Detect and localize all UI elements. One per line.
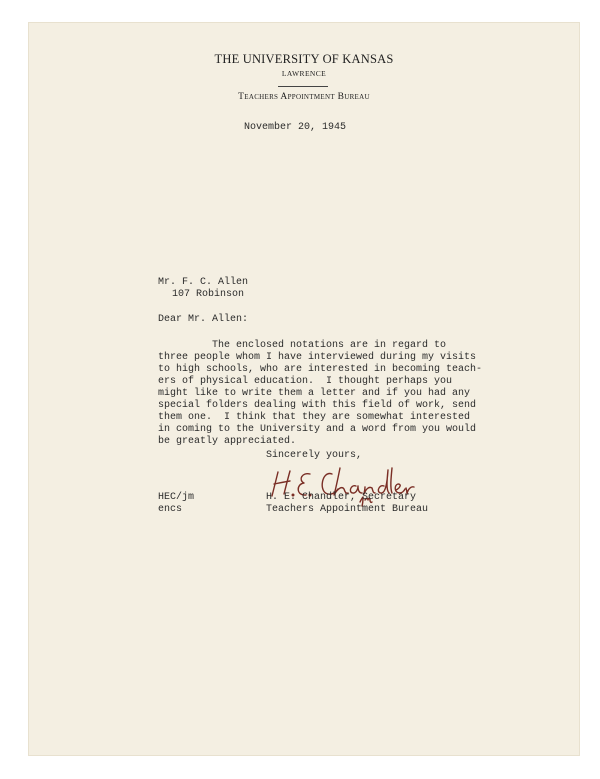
body-line: be greatly appreciated. xyxy=(158,436,297,447)
body-line: to high schools, who are interested in becoming teach- xyxy=(158,364,483,375)
recipient-address: 107 Robinson xyxy=(172,289,245,300)
letterhead-bureau: Teachers Appointment Bureau xyxy=(238,92,370,102)
letterhead-divider xyxy=(278,86,328,87)
closing: Sincerely yours, xyxy=(266,450,363,461)
body-line: ers of physical education. I thought perhaps you xyxy=(158,376,453,387)
recipient-name: Mr. F. C. Allen xyxy=(158,277,249,288)
letter-page xyxy=(28,22,580,756)
typist-initials: HEC/jm xyxy=(158,492,195,503)
body-line: them one. I think that they are somewhat interested xyxy=(158,412,471,423)
body-line: might like to write them a letter and if you had any xyxy=(158,388,471,399)
signer-title: Teachers Appointment Bureau xyxy=(266,504,429,515)
body-line: in coming to the University and a word from you would xyxy=(158,424,477,435)
enclosure-note: encs xyxy=(158,504,183,515)
body-line: three people whom I have interviewed during my visits xyxy=(158,352,477,363)
body-line: special folders dealing with this field of work, send xyxy=(158,400,477,411)
letterhead-university: THE UNIVERSITY OF KANSAS xyxy=(214,52,394,66)
body-line: The enclosed notations are in regard to xyxy=(158,340,447,351)
letter-date: November 20, 1945 xyxy=(244,122,347,133)
salutation: Dear Mr. Allen: xyxy=(158,314,249,325)
letterhead-city: LAWRENCE xyxy=(281,69,327,78)
signer-name: H. E. Chandler, Secretary xyxy=(266,492,417,503)
